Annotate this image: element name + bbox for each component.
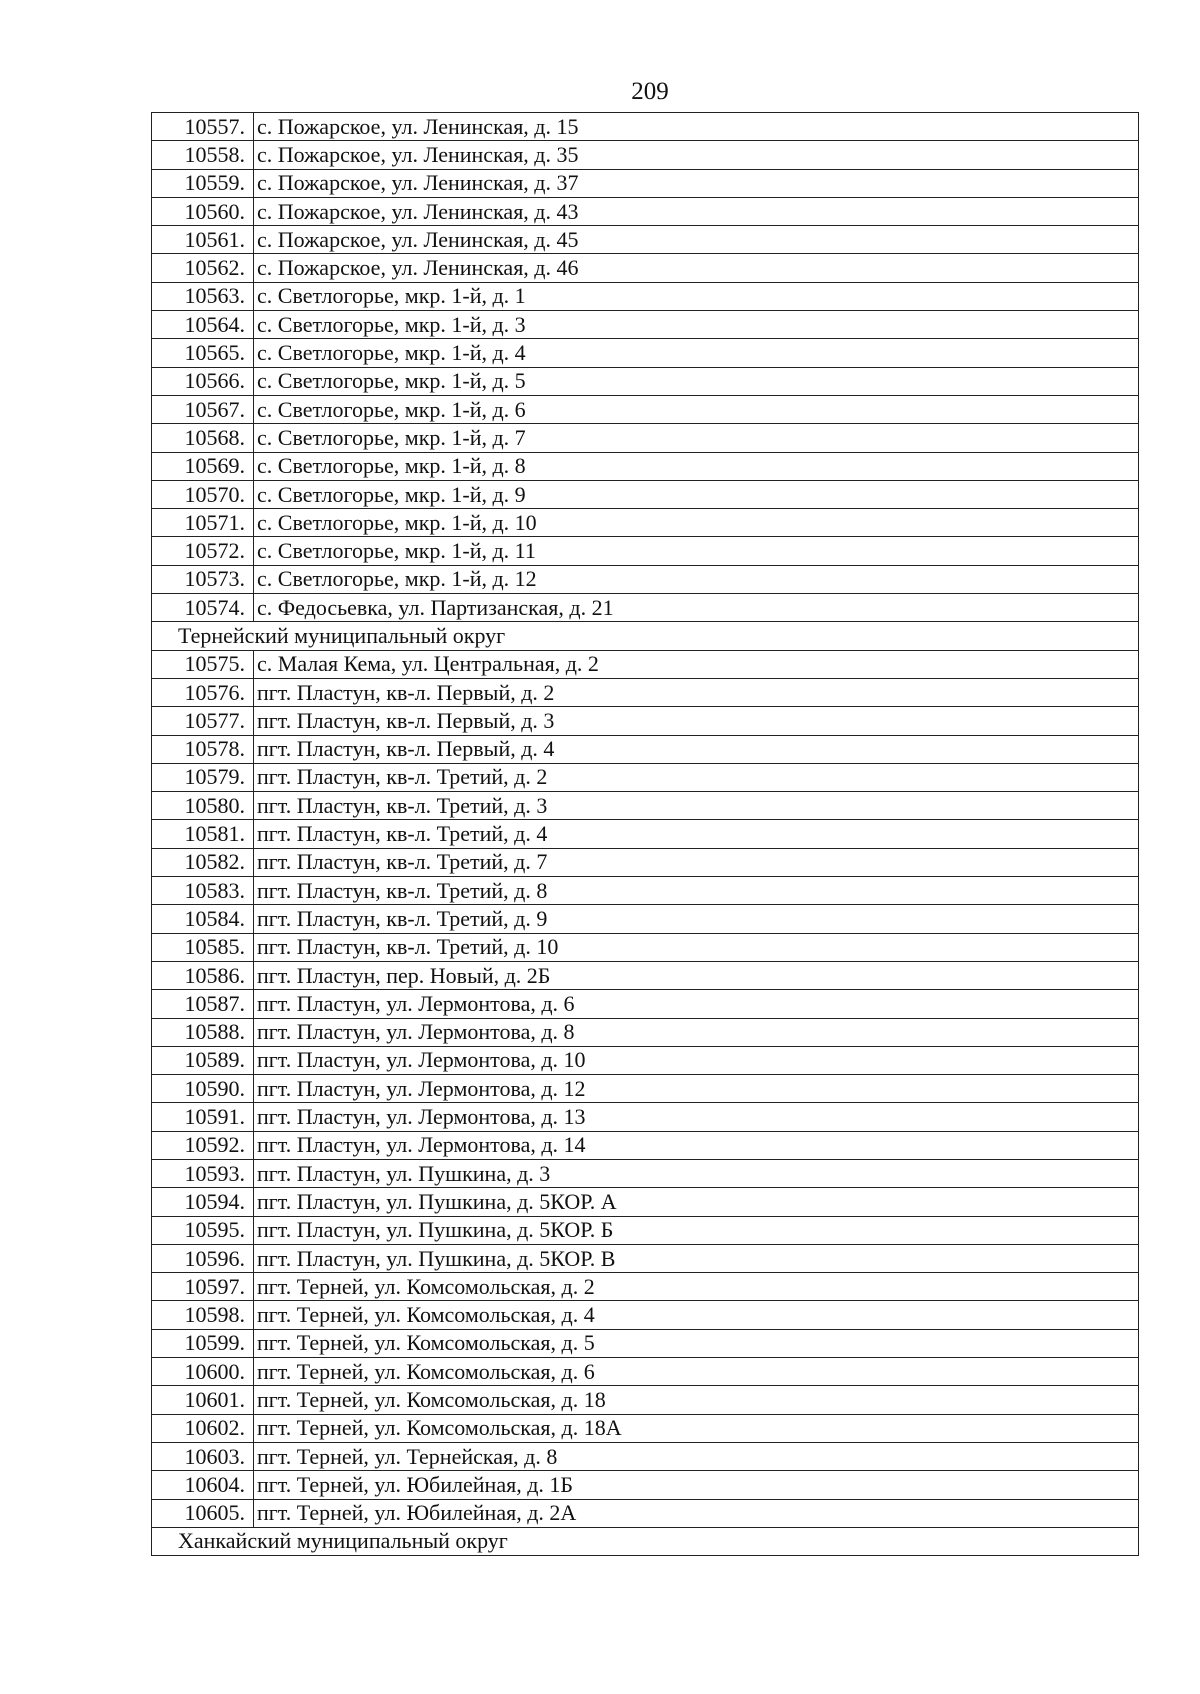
row-address: с. Светлогорье, мкр. 1-й, д. 11 <box>254 537 1139 565</box>
row-number: 10578. <box>152 735 254 763</box>
row-number: 10570. <box>152 480 254 508</box>
row-address: с. Светлогорье, мкр. 1-й, д. 1 <box>254 282 1139 310</box>
table-row <box>152 1244 1139 1272</box>
row-address: пгт. Пластун, ул. Пушкина, д. 5КОР. Б <box>254 1216 1139 1244</box>
table-row <box>152 678 1139 706</box>
table-row <box>152 1471 1139 1499</box>
table-row <box>152 990 1139 1018</box>
table-row <box>152 848 1139 876</box>
row-number: 10560. <box>152 197 254 225</box>
row-address: пгт. Терней, ул. Комсомольская, д. 2 <box>254 1273 1139 1301</box>
table-row <box>152 1103 1139 1131</box>
table-row <box>152 339 1139 367</box>
row-number: 10562. <box>152 254 254 282</box>
row-number: 10569. <box>152 452 254 480</box>
row-address: пгт. Пластун, ул. Пушкина, д. 5КОР. А <box>254 1188 1139 1216</box>
row-number: 10581. <box>152 820 254 848</box>
table-row <box>152 1414 1139 1442</box>
row-number: 10598. <box>152 1301 254 1329</box>
row-number: 10587. <box>152 990 254 1018</box>
row-number: 10600. <box>152 1358 254 1386</box>
table-row <box>152 1273 1139 1301</box>
table-row <box>152 1018 1139 1046</box>
row-number: 10564. <box>152 311 254 339</box>
row-address: пгт. Терней, ул. Юбилейная, д. 2А <box>254 1499 1139 1527</box>
row-address: с. Федосьевка, ул. Партизанская, д. 21 <box>254 594 1139 622</box>
row-address: с. Пожарское, ул. Ленинская, д. 46 <box>254 254 1139 282</box>
row-address: пгт. Терней, ул. Комсомольская, д. 6 <box>254 1358 1139 1386</box>
row-number: 10602. <box>152 1414 254 1442</box>
row-number: 10601. <box>152 1386 254 1414</box>
table-row <box>152 565 1139 593</box>
table-row <box>152 1329 1139 1357</box>
address-table-body <box>152 113 1139 1556</box>
row-address: пгт. Пластун, кв-л. Первый, д. 2 <box>254 678 1139 706</box>
row-number: 10594. <box>152 1188 254 1216</box>
row-address: пгт. Пластун, ул. Пушкина, д. 5КОР. В <box>254 1244 1139 1272</box>
row-address: пгт. Пластун, кв-л. Третий, д. 7 <box>254 848 1139 876</box>
row-address: пгт. Терней, ул. Комсомольская, д. 18 <box>254 1386 1139 1414</box>
table-row <box>152 1046 1139 1074</box>
row-address: пгт. Терней, ул. Комсомольская, д. 4 <box>254 1301 1139 1329</box>
table-row <box>152 820 1139 848</box>
row-number: 10557. <box>152 113 254 141</box>
row-number: 10579. <box>152 763 254 791</box>
row-address: с. Светлогорье, мкр. 1-й, д. 3 <box>254 311 1139 339</box>
row-number: 10605. <box>152 1499 254 1527</box>
table-row <box>152 1499 1139 1527</box>
row-address: с. Светлогорье, мкр. 1-й, д. 10 <box>254 509 1139 537</box>
row-address: пгт. Терней, ул. Юбилейная, д. 1Б <box>254 1471 1139 1499</box>
row-number: 10584. <box>152 905 254 933</box>
table-row <box>152 905 1139 933</box>
table-row <box>152 933 1139 961</box>
section-row <box>152 622 1139 650</box>
table-row <box>152 763 1139 791</box>
row-number: 10592. <box>152 1131 254 1159</box>
row-number: 10568. <box>152 424 254 452</box>
row-address: пгт. Терней, ул. Тернейская, д. 8 <box>254 1442 1139 1470</box>
row-number: 10583. <box>152 877 254 905</box>
section-title: Ханкайский муниципальный округ <box>152 1527 1139 1555</box>
table-row <box>152 1216 1139 1244</box>
row-address: пгт. Пластун, кв-л. Третий, д. 4 <box>254 820 1139 848</box>
row-address: пгт. Пластун, ул. Лермонтова, д. 14 <box>254 1131 1139 1159</box>
row-number: 10593. <box>152 1159 254 1187</box>
table-row <box>152 961 1139 989</box>
row-address: с. Светлогорье, мкр. 1-й, д. 7 <box>254 424 1139 452</box>
row-address: с. Пожарское, ул. Ленинская, д. 45 <box>254 226 1139 254</box>
table-row <box>152 254 1139 282</box>
row-address: с. Светлогорье, мкр. 1-й, д. 9 <box>254 480 1139 508</box>
table-row <box>152 707 1139 735</box>
row-address: пгт. Пластун, ул. Лермонтова, д. 6 <box>254 990 1139 1018</box>
row-number: 10589. <box>152 1046 254 1074</box>
table-row <box>152 197 1139 225</box>
row-number: 10571. <box>152 509 254 537</box>
row-number: 10563. <box>152 282 254 310</box>
row-number: 10565. <box>152 339 254 367</box>
table-row <box>152 1075 1139 1103</box>
row-address: пгт. Пластун, кв-л. Третий, д. 10 <box>254 933 1139 961</box>
row-address: пгт. Пластун, кв-л. Третий, д. 2 <box>254 763 1139 791</box>
row-address: с. Пожарское, ул. Ленинская, д. 37 <box>254 169 1139 197</box>
row-number: 10577. <box>152 707 254 735</box>
section-row <box>152 1527 1139 1555</box>
row-address: с. Светлогорье, мкр. 1-й, д. 5 <box>254 367 1139 395</box>
table-row <box>152 367 1139 395</box>
table-row <box>152 480 1139 508</box>
row-number: 10604. <box>152 1471 254 1499</box>
table-row <box>152 113 1139 141</box>
table-row <box>152 169 1139 197</box>
table-row <box>152 226 1139 254</box>
row-address: с. Пожарское, ул. Ленинская, д. 35 <box>254 141 1139 169</box>
table-row <box>152 1301 1139 1329</box>
row-number: 10558. <box>152 141 254 169</box>
table-row <box>152 650 1139 678</box>
table-row <box>152 1358 1139 1386</box>
row-address: пгт. Пластун, кв-л. Первый, д. 4 <box>254 735 1139 763</box>
row-number: 10586. <box>152 961 254 989</box>
row-address: пгт. Терней, ул. Комсомольская, д. 18А <box>254 1414 1139 1442</box>
row-number: 10597. <box>152 1273 254 1301</box>
row-number: 10559. <box>152 169 254 197</box>
table-row <box>152 1442 1139 1470</box>
row-address: пгт. Пластун, пер. Новый, д. 2Б <box>254 961 1139 989</box>
row-number: 10572. <box>152 537 254 565</box>
row-number: 10574. <box>152 594 254 622</box>
row-number: 10573. <box>152 565 254 593</box>
table-row <box>152 311 1139 339</box>
row-number: 10599. <box>152 1329 254 1357</box>
row-address: пгт. Пластун, ул. Лермонтова, д. 12 <box>254 1075 1139 1103</box>
row-address: с. Светлогорье, мкр. 1-й, д. 12 <box>254 565 1139 593</box>
table-row <box>152 792 1139 820</box>
row-number: 10567. <box>152 395 254 423</box>
row-address: с. Светлогорье, мкр. 1-й, д. 4 <box>254 339 1139 367</box>
table-row <box>152 735 1139 763</box>
row-address: с. Малая Кема, ул. Центральная, д. 2 <box>254 650 1139 678</box>
row-address: с. Светлогорье, мкр. 1-й, д. 6 <box>254 395 1139 423</box>
table-row <box>152 1386 1139 1414</box>
table-row <box>152 1131 1139 1159</box>
row-number: 10591. <box>152 1103 254 1131</box>
row-address: пгт. Пластун, кв-л. Третий, д. 3 <box>254 792 1139 820</box>
table-row <box>152 509 1139 537</box>
table-row <box>152 395 1139 423</box>
row-number: 10582. <box>152 848 254 876</box>
row-number: 10576. <box>152 678 254 706</box>
address-table <box>151 112 1139 1556</box>
row-address: пгт. Пластун, ул. Лермонтова, д. 10 <box>254 1046 1139 1074</box>
row-number: 10603. <box>152 1442 254 1470</box>
row-number: 10596. <box>152 1244 254 1272</box>
row-number: 10575. <box>152 650 254 678</box>
row-address: пгт. Терней, ул. Комсомольская, д. 5 <box>254 1329 1139 1357</box>
row-number: 10561. <box>152 226 254 254</box>
row-number: 10566. <box>152 367 254 395</box>
table-row <box>152 452 1139 480</box>
row-address: с. Светлогорье, мкр. 1-й, д. 8 <box>254 452 1139 480</box>
row-number: 10595. <box>152 1216 254 1244</box>
row-address: с. Пожарское, ул. Ленинская, д. 15 <box>254 113 1139 141</box>
section-title: Тернейский муниципальный округ <box>152 622 1139 650</box>
page-number: 209 <box>631 78 669 105</box>
row-address: пгт. Пластун, кв-л. Третий, д. 9 <box>254 905 1139 933</box>
row-address: пгт. Пластун, ул. Лермонтова, д. 8 <box>254 1018 1139 1046</box>
row-number: 10590. <box>152 1075 254 1103</box>
row-number: 10588. <box>152 1018 254 1046</box>
row-address: пгт. Пластун, кв-л. Первый, д. 3 <box>254 707 1139 735</box>
row-number: 10585. <box>152 933 254 961</box>
row-address: пгт. Пластун, ул. Лермонтова, д. 13 <box>254 1103 1139 1131</box>
row-number: 10580. <box>152 792 254 820</box>
table-row <box>152 282 1139 310</box>
table-row <box>152 877 1139 905</box>
table-row <box>152 424 1139 452</box>
table-row <box>152 537 1139 565</box>
table-row <box>152 1188 1139 1216</box>
table-row <box>152 594 1139 622</box>
table-row <box>152 141 1139 169</box>
row-address: с. Пожарское, ул. Ленинская, д. 43 <box>254 197 1139 225</box>
table-row <box>152 1159 1139 1187</box>
row-address: пгт. Пластун, ул. Пушкина, д. 3 <box>254 1159 1139 1187</box>
row-address: пгт. Пластун, кв-л. Третий, д. 8 <box>254 877 1139 905</box>
